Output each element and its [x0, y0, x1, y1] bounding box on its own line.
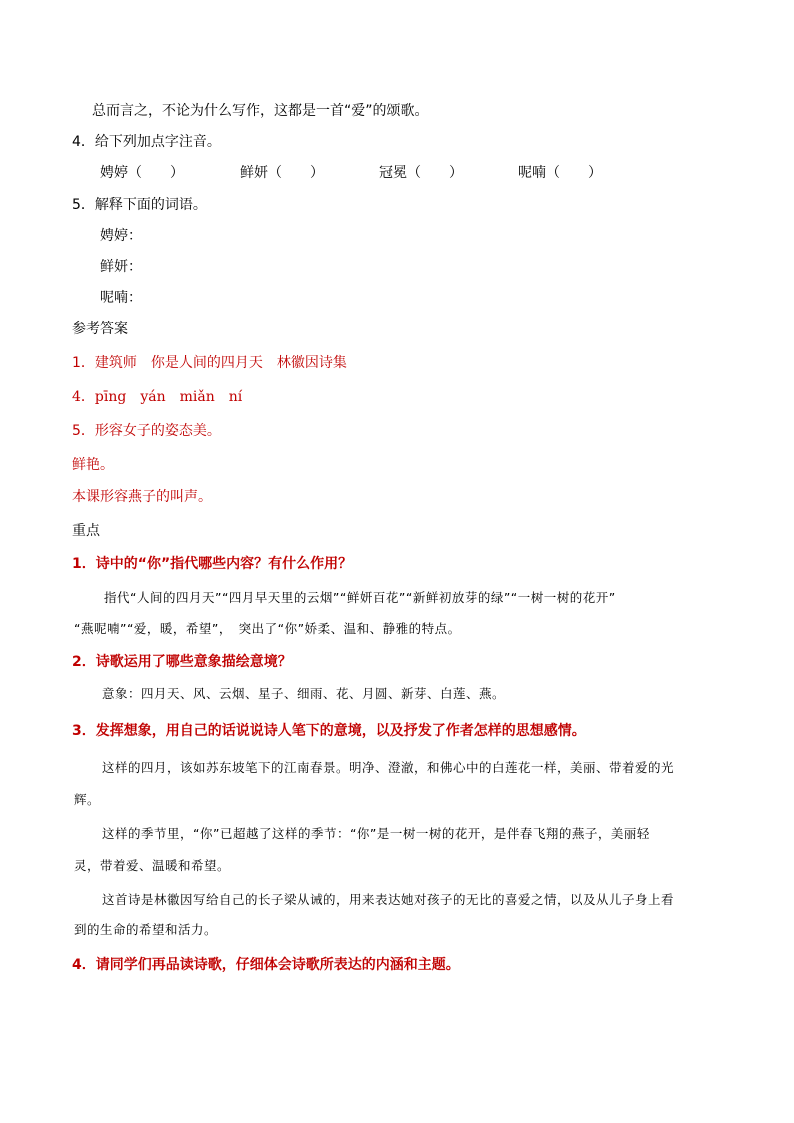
- key-answer-1-line2: “燕呢喃”“爱，暖，希望”， 突出了“你”娇柔、温和、静雅的特点。: [74, 621, 461, 636]
- q5-item: 娉婷：: [100, 228, 142, 244]
- q4-item: 冠冕（ ）: [379, 165, 463, 181]
- key-answer-3-p1-line1: 这样的四月，该如苏东坡笔下的江南春景。明净、澄澈，和佛心中的白莲花一样，美丽、带着爱的光: [102, 760, 675, 775]
- q5-item: 鲜妍：: [100, 259, 142, 275]
- answer-5b: 鲜艳。: [72, 457, 114, 473]
- answer-4: 4．pīng yán miǎn ní: [72, 389, 243, 405]
- key-answer-3-p1-line2: 辉。: [74, 792, 101, 807]
- key-answer-3-p3-line2: 到的生命的希望和活力。: [74, 922, 218, 937]
- answer-1: 1．建筑师 你是人间的四月天 林徽因诗集: [72, 355, 347, 371]
- answers-heading: 参考答案: [72, 321, 128, 337]
- key-question-1: 1．诗中的“你”指代哪些内容？有什么作用？: [72, 556, 353, 572]
- q4-item: 鲜妍（ ）: [240, 165, 324, 181]
- key-heading: 重点: [72, 523, 100, 539]
- intro-line: 总而言之，不论为什么写作，这都是一首“爱”的颂歌。: [92, 103, 429, 119]
- q5-title: 5．解释下面的词语。: [72, 197, 207, 213]
- key-answer-3-p2-line2: 灵，带着爱、温暖和希望。: [74, 858, 231, 873]
- key-answer-1-line1: 指代“人间的四月天”“四月早天里的云烟”“鲜妍百花”“新鲜初放芽的绿”“一树一树的花开”: [104, 590, 616, 605]
- q4-item: 娉婷（ ）: [100, 165, 184, 181]
- answer-5c: 本课形容燕子的叫声。: [72, 489, 212, 505]
- key-question-4: 4．请同学们再品读诗歌，仔细体会诗歌所表达的内涵和主题。: [72, 957, 460, 973]
- key-answer-2: 意象：四月天、风、云烟、星子、细雨、花、月圆、新芽、白莲、燕。: [102, 686, 506, 701]
- key-answer-3-p3-line1: 这首诗是林徽因写给自己的长子梁从诫的，用来表达她对孩子的无比的喜爱之情，以及从儿子身上看: [102, 892, 675, 907]
- key-answer-3-p2-line1: 这样的季节里，“你”已超越了这样的季节：“你”是一树一树的花开，是伴春飞翔的燕子，美丽轻: [102, 826, 650, 841]
- answer-5: 5．形容女子的姿态美。: [72, 423, 221, 439]
- key-question-3: 3．发挥想象，用自己的话说说诗人笔下的意境，以及抒发了作者怎样的思想感情。: [72, 723, 586, 739]
- key-question-2: 2．诗歌运用了哪些意象描绘意境？: [72, 654, 292, 670]
- q4-item: 呢喃（ ）: [518, 165, 602, 181]
- q4-title: 4．给下列加点字注音。: [72, 134, 221, 150]
- q5-item: 呢喃：: [100, 290, 142, 306]
